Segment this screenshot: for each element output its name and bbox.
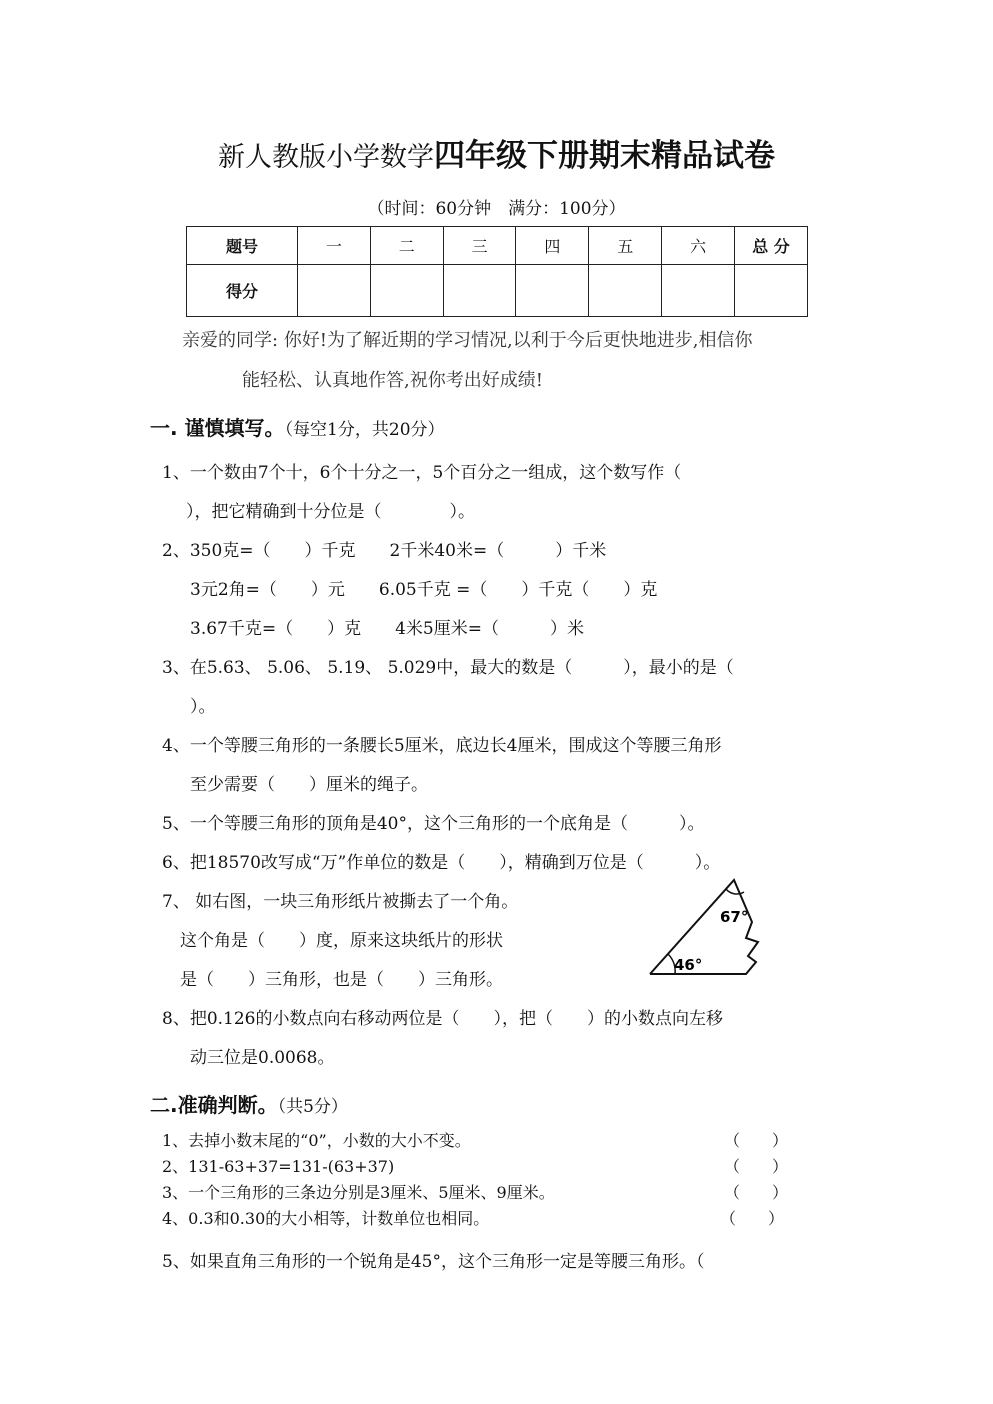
question-line: 这个角是（ ）度，原来这块纸片的形状 bbox=[180, 931, 503, 951]
triangle-outline bbox=[650, 880, 758, 974]
score-header-total: 总 分 bbox=[735, 227, 808, 265]
score-row-label: 得分 bbox=[187, 265, 298, 317]
judge-item: 1、去掉小数末尾的“0”，小数的大小不变。 bbox=[162, 1131, 471, 1150]
judge-item: 5、如果直角三角形的一个锐角是45°，这个三角形一定是等腰三角形。（ bbox=[162, 1252, 705, 1272]
section-1-title: 一. 谨慎填写。 bbox=[150, 416, 285, 440]
page-title bbox=[0, 130, 993, 175]
score-cell[interactable] bbox=[370, 265, 443, 317]
title-part-1: 新人教版小学数学 bbox=[218, 142, 434, 173]
section-1-heading bbox=[150, 412, 445, 441]
angle-label-top: 67° bbox=[720, 908, 749, 926]
score-cell[interactable] bbox=[589, 265, 662, 317]
question-line: 6、把18570改写成“万”作单位的数是（ ），精确到万位是（ ）。 bbox=[162, 853, 721, 873]
score-header-cell: 三 bbox=[443, 227, 516, 265]
judge-item: 2、131-63+37=131-(63+37) bbox=[162, 1157, 395, 1176]
title-part-2: 四年级下册期末精品试卷 bbox=[434, 138, 775, 174]
judge-item: 4、0.3和0.30的大小相等，计数单位也相同。 bbox=[162, 1209, 490, 1228]
judge-answer-paren[interactable]: （ ） bbox=[724, 1183, 789, 1202]
question-line: 8、把0.126的小数点向右移动两位是（ ），把（ ）的小数点向左移 bbox=[162, 1009, 723, 1029]
question-line: 3元2角=（ ）元 6.05千克 =（ ）千克（ ）克 bbox=[190, 580, 658, 600]
score-cell[interactable] bbox=[443, 265, 516, 317]
score-header-cell: 一 bbox=[298, 227, 371, 265]
score-table-score-row bbox=[187, 265, 808, 317]
exam-info: （时间：60分钟 满分：100分） bbox=[367, 199, 626, 219]
score-cell[interactable] bbox=[662, 265, 735, 317]
score-cell[interactable] bbox=[298, 265, 371, 317]
judge-answer-paren[interactable]: （ ） bbox=[724, 1157, 789, 1176]
score-header-cell: 五 bbox=[589, 227, 662, 265]
greeting-line-1: 亲爱的同学: 你好!为了解近期的学习情况,以利于今后更快地进步,相信你 bbox=[182, 330, 753, 351]
question-line: 1、一个数由7个十，6个十分之一，5个百分之一组成，这个数写作（ bbox=[162, 463, 682, 483]
score-cell[interactable] bbox=[735, 265, 808, 317]
section-2-note: （共5分） bbox=[277, 1097, 348, 1117]
question-line: 动三位是0.0068。 bbox=[190, 1048, 335, 1068]
score-header-cell: 二 bbox=[370, 227, 443, 265]
question-line: 2、350克=（ ）千克 2千米40米=（ ）千米 bbox=[162, 541, 607, 561]
question-line: 3、在5.63、 5.06、 5.19、 5.029中，最大的数是（ ），最小的是（ bbox=[162, 658, 734, 678]
score-header-cell: 六 bbox=[662, 227, 735, 265]
question-line: 3.67千克=（ ）克 4米5厘米=（ ）米 bbox=[190, 619, 584, 639]
question-line: ）。 bbox=[190, 697, 216, 717]
question-line: ），把它精确到十分位是（ ）。 bbox=[186, 502, 475, 522]
score-table-header-row bbox=[187, 227, 808, 265]
score-table bbox=[186, 226, 808, 317]
torn-triangle-figure bbox=[640, 868, 780, 983]
judge-answer-paren[interactable]: （ ） bbox=[724, 1131, 789, 1150]
judge-item: 3、一个三角形的三条边分别是3厘米、5厘米、9厘米。 bbox=[162, 1183, 555, 1202]
score-header-cell: 四 bbox=[516, 227, 589, 265]
question-line: 7、 如右图，一块三角形纸片被撕去了一个角。 bbox=[162, 892, 519, 912]
question-line: 4、一个等腰三角形的一条腰长5厘米，底边长4厘米，围成这个等腰三角形 bbox=[162, 736, 722, 756]
greeting-line-2: 能轻松、认真地作答,祝你考出好成绩! bbox=[242, 370, 543, 391]
section-2-title: 二.准确判断。 bbox=[150, 1093, 278, 1117]
section-1-note: （每空1分，共20分） bbox=[284, 420, 445, 440]
section-2-heading bbox=[150, 1089, 348, 1118]
angle-arc-top bbox=[726, 889, 744, 894]
score-cell[interactable] bbox=[516, 265, 589, 317]
judge-answer-paren[interactable]: （ ） bbox=[720, 1209, 785, 1228]
score-header-label: 题号 bbox=[187, 227, 298, 265]
question-line: 5、一个等腰三角形的顶角是40°，这个三角形的一个底角是（ ）。 bbox=[162, 814, 705, 834]
question-line: 至少需要（ ）厘米的绳子。 bbox=[190, 775, 428, 795]
angle-label-left: 46° bbox=[674, 956, 703, 974]
question-line: 是（ ）三角形，也是（ ）三角形。 bbox=[180, 970, 503, 990]
